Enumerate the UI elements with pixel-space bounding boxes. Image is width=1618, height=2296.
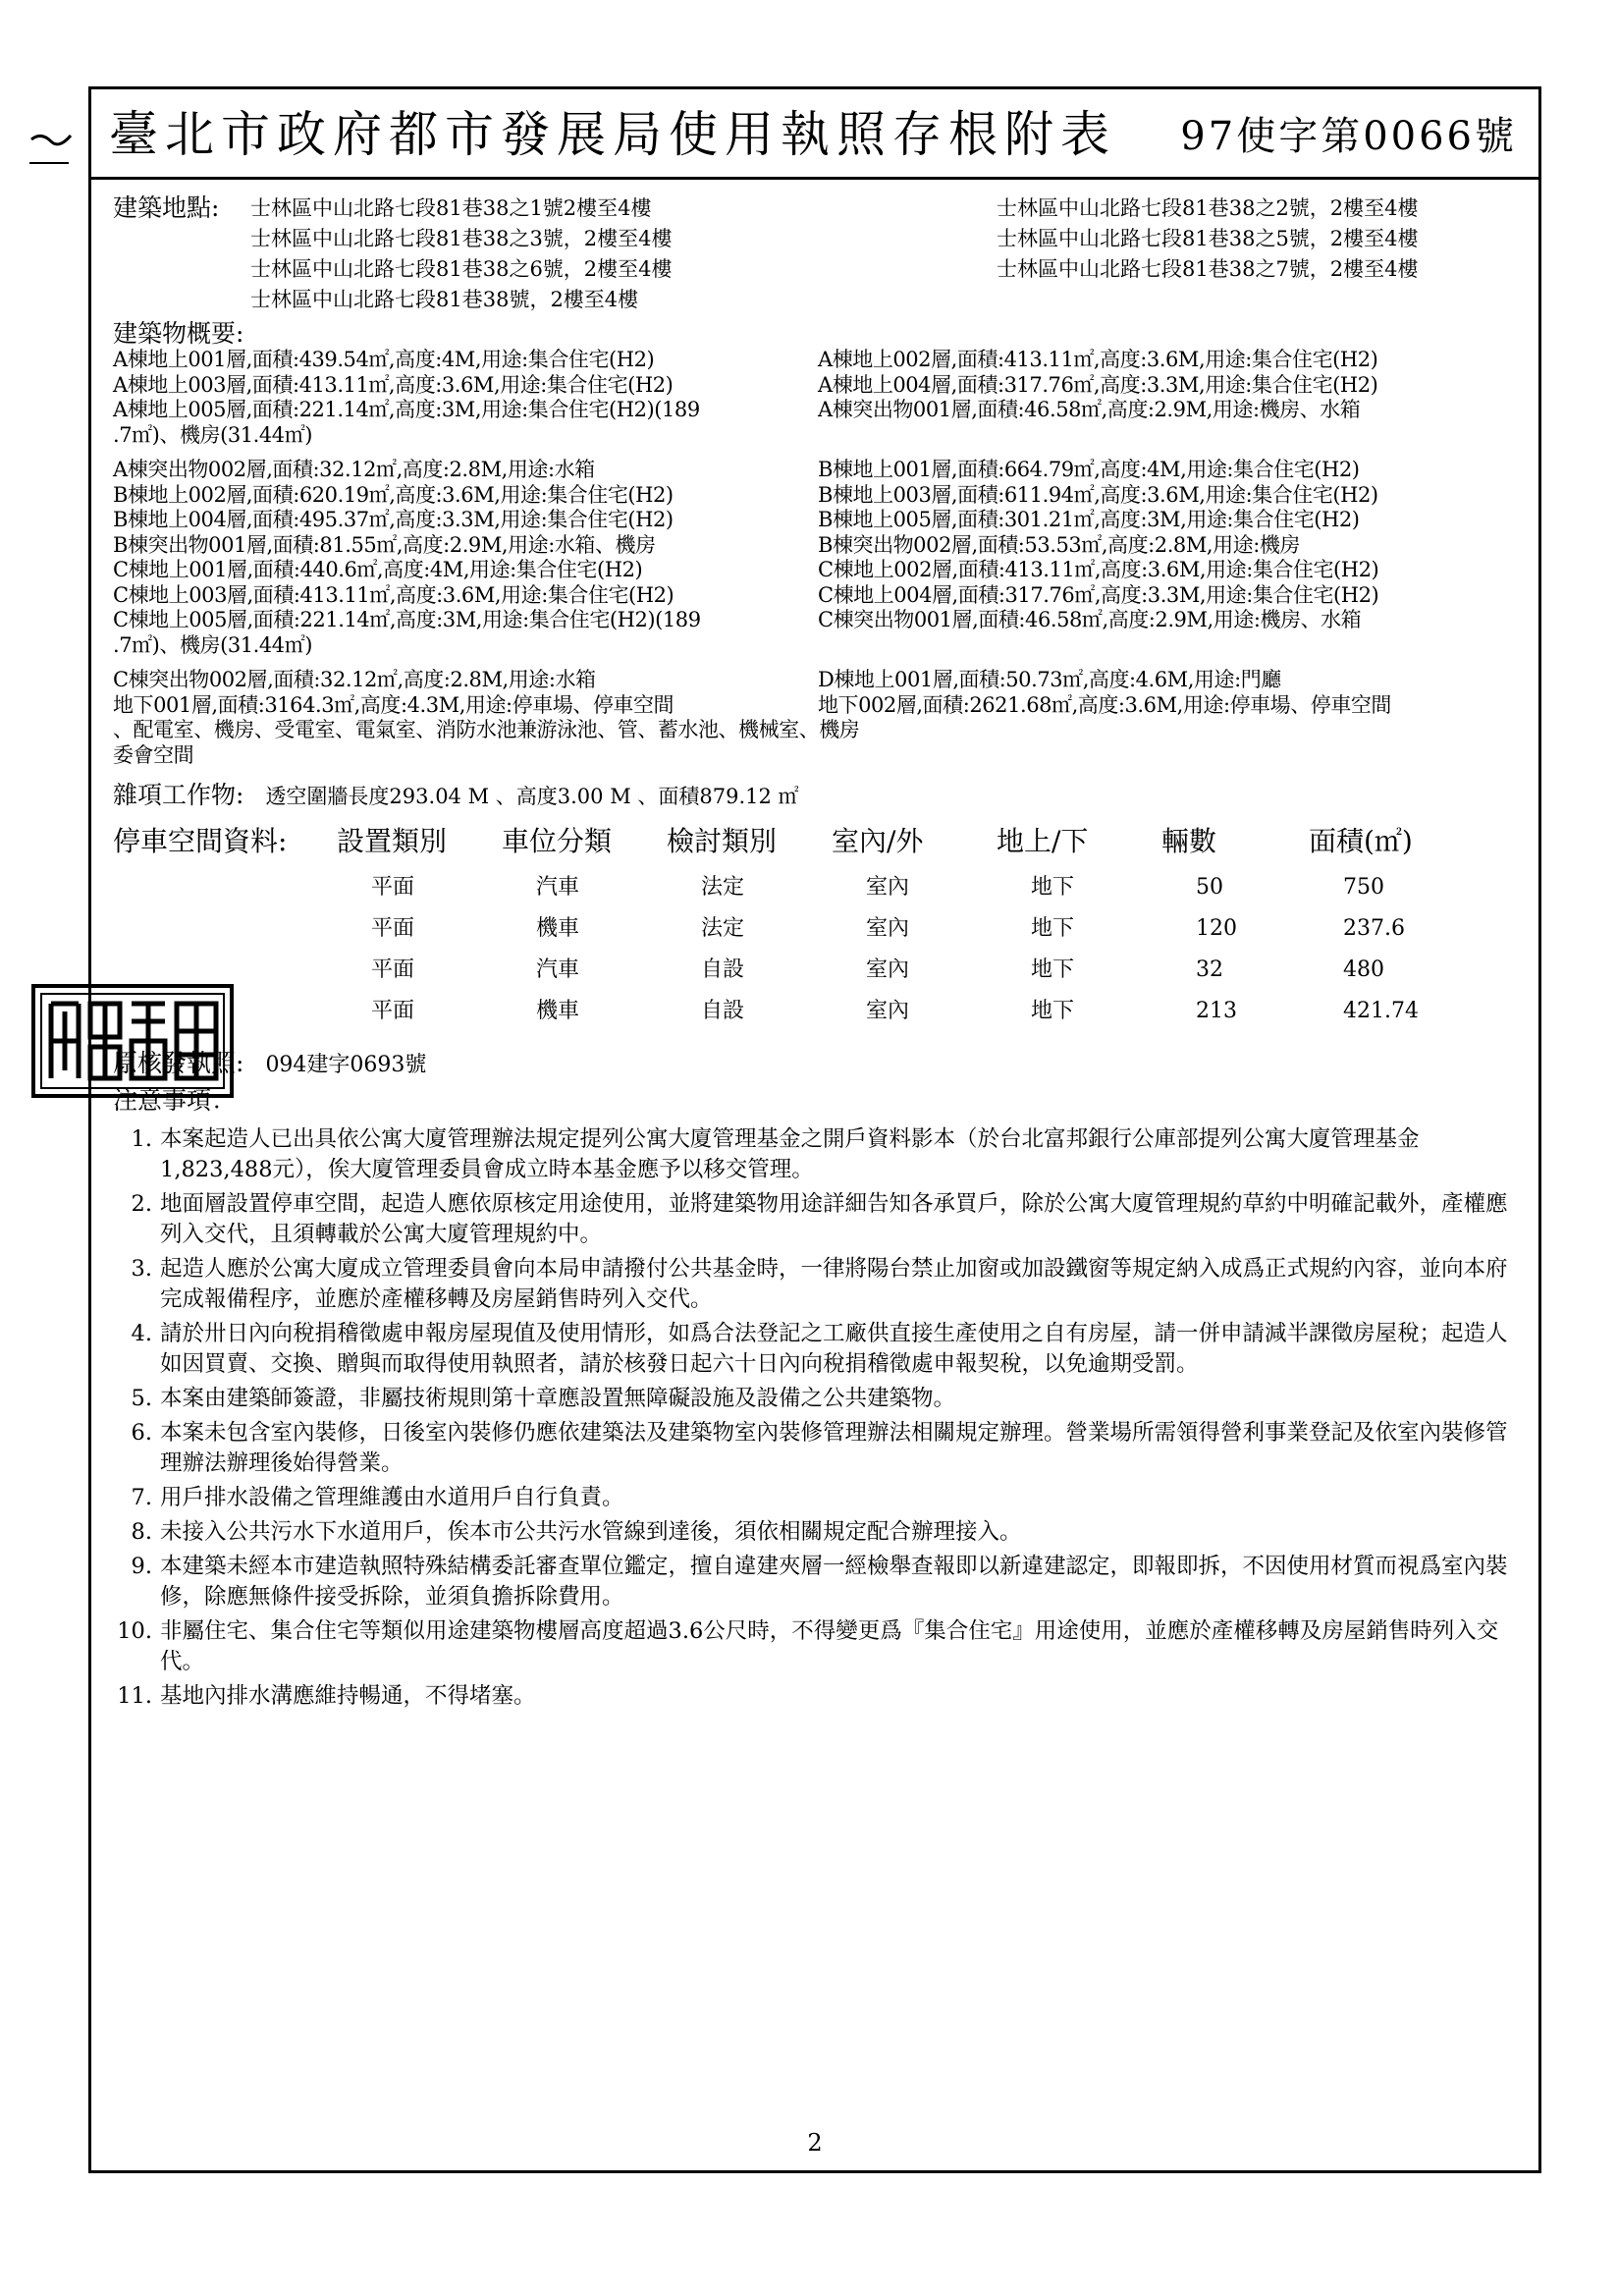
table-cell: 汽車 — [536, 957, 580, 982]
column-header: 輛數 — [1161, 825, 1217, 857]
table-cell: 平面 — [371, 957, 415, 982]
table-cell: 室內 — [866, 875, 910, 900]
floor-entry: B棟突出物001層,面積:81.55㎡,高度:2.9M,用途:水箱、機房 — [113, 532, 656, 557]
note-text: 本案起造人已出具依公寓大廈管理辦法規定提列公寓大廈管理基金之開戶資料影本（於台北富邦銀行公庫部提列公寓大廈管理基金1,823,488元），俟大廈管理委員會成立時本基金應予以移交管理。 — [160, 1126, 1420, 1182]
floor-entry: A棟地上005層,面積:221.14㎡,高度:3M,用途:集合住宅(H2)(189 — [113, 398, 700, 421]
table-cell: 平面 — [371, 875, 415, 900]
floor-entry: A棟地上002層,面積:413.11㎡,高度:3.6M,用途:集合住宅(H2) — [818, 348, 1378, 371]
note-number: 4. — [131, 1321, 152, 1346]
list-item — [113, 1254, 1525, 1315]
notes-label: 注意事項： — [113, 1086, 237, 1115]
column-header: 車位分類 — [502, 825, 613, 857]
address-item: 士林區中山北路七段81巷38之1號2樓至4樓 — [250, 196, 652, 220]
floor-entry: A棟地上003層,面積:413.11㎡,高度:3.6M,用途:集合住宅(H2) — [113, 372, 674, 397]
address-item: 士林區中山北路七段81巷38之6號，2樓至4樓 — [250, 257, 673, 281]
table-cell: 室內 — [866, 916, 910, 941]
table-cell: 汽車 — [536, 875, 580, 900]
list-item — [113, 1552, 1525, 1613]
parking-table — [113, 822, 1525, 1032]
table-cell: 480 — [1343, 957, 1384, 982]
notes-section — [113, 1085, 1525, 1712]
note-text: 起造人應於公寓大廈成立管理委員會向本局申請撥付公共基金時，一律將陽台禁止加窗或加設鐵窗等規定納入成爲正式規約內容，並向本府完成報備程序，並應於產權移轉及房屋銷售時列入交代。 — [160, 1256, 1508, 1312]
table-cell: 地下 — [1031, 916, 1075, 941]
floor-entry: C棟地上004層,面積:317.76㎡,高度:3.3M,用途:集合住宅(H2) — [818, 582, 1379, 607]
floor-entry: C棟地上003層,面積:413.11㎡,高度:3.6M,用途:集合住宅(H2) — [113, 582, 674, 607]
document-frame — [88, 86, 1541, 2173]
misc-works-label: 雜項工作物: — [113, 781, 244, 809]
address-item: 士林區中山北路七段81巷38之7號，2樓至4樓 — [997, 257, 1419, 281]
table-cell: 機車 — [536, 916, 580, 941]
document-header — [91, 89, 1538, 180]
note-text: 本案由建築師簽證，非屬技術規則第十章應設置無障礙設施及設備之公共建築物。 — [160, 1386, 956, 1411]
floor-entry: B棟突出物002層,面積:53.53㎡,高度:2.8M,用途:機房 — [818, 532, 1300, 557]
permit-number: 97使字第0066號 — [1180, 114, 1517, 159]
building-block-3 — [113, 668, 1525, 718]
table-cell: 750 — [1343, 875, 1384, 900]
list-item — [113, 1189, 1525, 1250]
list-item — [113, 1418, 1525, 1479]
document-title: 臺北市政府都市發展局使用執照存根附表 — [109, 106, 1116, 163]
note-text: 請於卅日內向稅捐稽徵處申報房屋現值及使用情形，如爲合法登記之工廠供直接生產使用之自有房屋，請一併申請減半課徵房屋稅；起造人如因買賣、交換、贈與而取得使用執照者，請於核發日起六十日內向稅捐稽徵處申報契稅，以免逾期受罰。 — [160, 1321, 1508, 1377]
floor-entry-continuation: .7㎡)、機房(31.44㎡) — [113, 422, 312, 447]
original-permit-value: 094建字0693號 — [265, 1053, 427, 1077]
table-cell: 32 — [1196, 957, 1223, 982]
note-number: 5. — [131, 1386, 152, 1411]
table-cell: 237.6 — [1343, 916, 1405, 941]
address-section — [113, 193, 1525, 314]
list-item — [113, 1681, 1525, 1712]
note-text: 地面層設置停車空間，起造人應依原核定用途使用，並將建築物用途詳細告知各承買戶，除於公寓大廈管理規約草約中明確記載外，產權應列入交代，且須轉載於公寓大廈管理規約中。 — [160, 1191, 1508, 1247]
building-block-1 — [113, 348, 1525, 423]
list-item — [113, 1124, 1525, 1185]
floor-entry: C棟地上005層,面積:221.14㎡,高度:3M,用途:集合住宅(H2)(189 — [113, 608, 701, 631]
note-text: 非屬住宅、集合住宅等類似用途建築物樓層高度超過3.6公尺時，不得變更爲『集合住宅』用途使用，並應於產權移轉及房屋銷售時列入交代。 — [160, 1618, 1499, 1674]
table-cell: 50 — [1196, 875, 1223, 900]
note-number: 3. — [131, 1256, 152, 1282]
address-item: 士林區中山北路七段81巷38之3號，2樓至4樓 — [250, 227, 673, 250]
column-header: 設置類別 — [337, 825, 448, 857]
table-row — [113, 867, 1525, 908]
corner-check-mark — [27, 120, 75, 179]
list-item — [113, 1616, 1525, 1677]
table-cell: 120 — [1196, 916, 1237, 941]
floor-entry: C棟地上002層,面積:413.11㎡,高度:3.6M,用途:集合住宅(H2) — [818, 558, 1379, 581]
floor-entry: B棟地上004層,面積:495.37㎡,高度:3.3M,用途:集合住宅(H2) — [113, 508, 674, 531]
original-permit-row — [113, 1048, 1525, 1081]
floor-entry: D棟地上001層,面積:50.73㎡,高度:4.6M,用途:門廳 — [818, 668, 1281, 691]
misc-works-row — [113, 780, 1525, 812]
table-cell: 213 — [1196, 999, 1237, 1023]
parking-label: 停車空間資料: — [113, 825, 288, 857]
note-number: 9. — [131, 1554, 152, 1579]
note-text: 基地內排水溝應維持暢通，不得堵塞。 — [160, 1683, 536, 1709]
table-cell: 室內 — [866, 999, 910, 1023]
table-cell: 機車 — [536, 999, 580, 1023]
note-number: 1. — [131, 1126, 152, 1152]
table-cell: 地下 — [1031, 957, 1075, 982]
note-number: 2. — [131, 1191, 152, 1217]
note-text: 未接入公共污水下水道用戶，俟本市公共污水管線到達後，須依相關規定配合辦理接入。 — [160, 1519, 1022, 1545]
address-item: 士林區中山北路七段81巷38之5號，2樓至4樓 — [997, 227, 1419, 250]
column-header: 檢討類別 — [667, 825, 778, 857]
table-cell: 法定 — [701, 875, 745, 900]
table-row — [113, 950, 1525, 991]
note-number: 7. — [131, 1485, 152, 1510]
page-number: 2 — [807, 2129, 823, 2157]
floor-entry: B棟地上001層,面積:664.79㎡,高度:4M,用途:集合住宅(H2) — [818, 458, 1360, 481]
floor-entry: A棟地上004層,面積:317.76㎡,高度:3.3M,用途:集合住宅(H2) — [818, 372, 1378, 397]
floor-entry: C棟突出物002層,面積:32.12㎡,高度:2.8M,用途:水箱 — [113, 668, 596, 691]
list-item — [113, 1384, 1525, 1414]
floor-entry: A棟突出物002層,面積:32.12㎡,高度:2.8M,用途:水箱 — [113, 458, 595, 481]
original-permit-label: 原核發執照: — [113, 1049, 244, 1077]
table-row — [113, 908, 1525, 950]
note-text: 用戶排水設備之管理維護由水道用戶自行負責。 — [160, 1485, 624, 1510]
floor-entry: C棟突出物001層,面積:46.58㎡,高度:2.9M,用途:機房、水箱 — [818, 608, 1362, 631]
table-cell: 室內 — [866, 957, 910, 982]
misc-works-value: 透空圍牆長度293.04 M 、高度3.00 M 、面積879.12 ㎡ — [265, 785, 799, 808]
note-number: 6. — [131, 1420, 152, 1446]
column-header: 面積(㎡) — [1309, 825, 1413, 857]
floor-entry: 地下001層,面積:3164.3㎡,高度:4.3M,用途:停車場、停車空間 — [113, 692, 674, 717]
floor-entry-continuation: 、配電室、機房、受電室、電氣室、消防水池兼游泳池、管、蓄水池、機械室、機房 — [113, 718, 860, 741]
list-item — [113, 1319, 1525, 1380]
column-header: 地上/下 — [997, 825, 1089, 857]
table-row — [113, 991, 1525, 1032]
table-cell: 自設 — [701, 957, 745, 982]
floor-entry-continuation: 委會空間 — [113, 742, 194, 767]
table-cell: 平面 — [371, 916, 415, 941]
table-cell: 地下 — [1031, 999, 1075, 1023]
floor-entry: B棟地上002層,面積:620.19㎡,高度:3.6M,用途:集合住宅(H2) — [113, 482, 674, 507]
note-number: 11. — [117, 1683, 152, 1709]
address-item: 士林區中山北路七段81巷38之2號，2樓至4樓 — [997, 196, 1419, 220]
building-label: 建築物概要: — [113, 319, 244, 348]
building-summary-section — [113, 320, 1525, 768]
floor-entry: B棟地上003層,面積:611.94㎡,高度:3.6M,用途:集合住宅(H2) — [818, 482, 1378, 507]
address-label: 建築地點: — [113, 193, 220, 222]
document-body — [113, 193, 1525, 1716]
list-item — [113, 1483, 1525, 1513]
table-cell: 421.74 — [1343, 999, 1419, 1023]
parking-table-header — [113, 822, 1525, 861]
building-block-2 — [113, 458, 1525, 633]
note-text: 本建築未經本市建造執照特殊結構委託審查單位鑑定，擅自違建夾層一經檢舉查報即以新違建認定，即報即拆，不因使用材質而視爲室內裝修，除應無條件接受拆除，並須負擔拆除費用。 — [160, 1554, 1508, 1610]
table-cell: 法定 — [701, 916, 745, 941]
column-header: 室內/外 — [832, 825, 924, 857]
table-cell: 平面 — [371, 999, 415, 1023]
note-text: 本案未包含室內裝修，日後室內裝修仍應依建築法及建築物室內裝修管理辦法相關規定辦理。營業場所需領得營利事業登記及依室內裝修管理辦法辦理後始得營業。 — [160, 1420, 1508, 1476]
floor-entry: B棟地上005層,面積:301.21㎡,高度:3M,用途:集合住宅(H2) — [818, 508, 1360, 531]
floor-entry: A棟地上001層,面積:439.54㎡,高度:4M,用途:集合住宅(H2) — [113, 348, 655, 371]
list-item — [113, 1517, 1525, 1548]
notes-list — [113, 1124, 1525, 1712]
floor-entry: C棟地上001層,面積:440.6㎡,高度:4M,用途:集合住宅(H2) — [113, 558, 643, 581]
address-item: 士林區中山北路七段81巷38號，2樓至4樓 — [250, 288, 639, 311]
table-cell: 地下 — [1031, 875, 1075, 900]
floor-entry-continuation: .7㎡)、機房(31.44㎡) — [113, 632, 312, 657]
floor-entry: 地下002層,面積:2621.68㎡,高度:3.6M,用途:停車場、停車空間 — [818, 692, 1391, 717]
floor-entry: A棟突出物001層,面積:46.58㎡,高度:2.9M,用途:機房、水箱 — [818, 398, 1361, 421]
note-number: 8. — [131, 1519, 152, 1545]
note-number: 10. — [117, 1618, 152, 1644]
table-cell: 自設 — [701, 999, 745, 1023]
